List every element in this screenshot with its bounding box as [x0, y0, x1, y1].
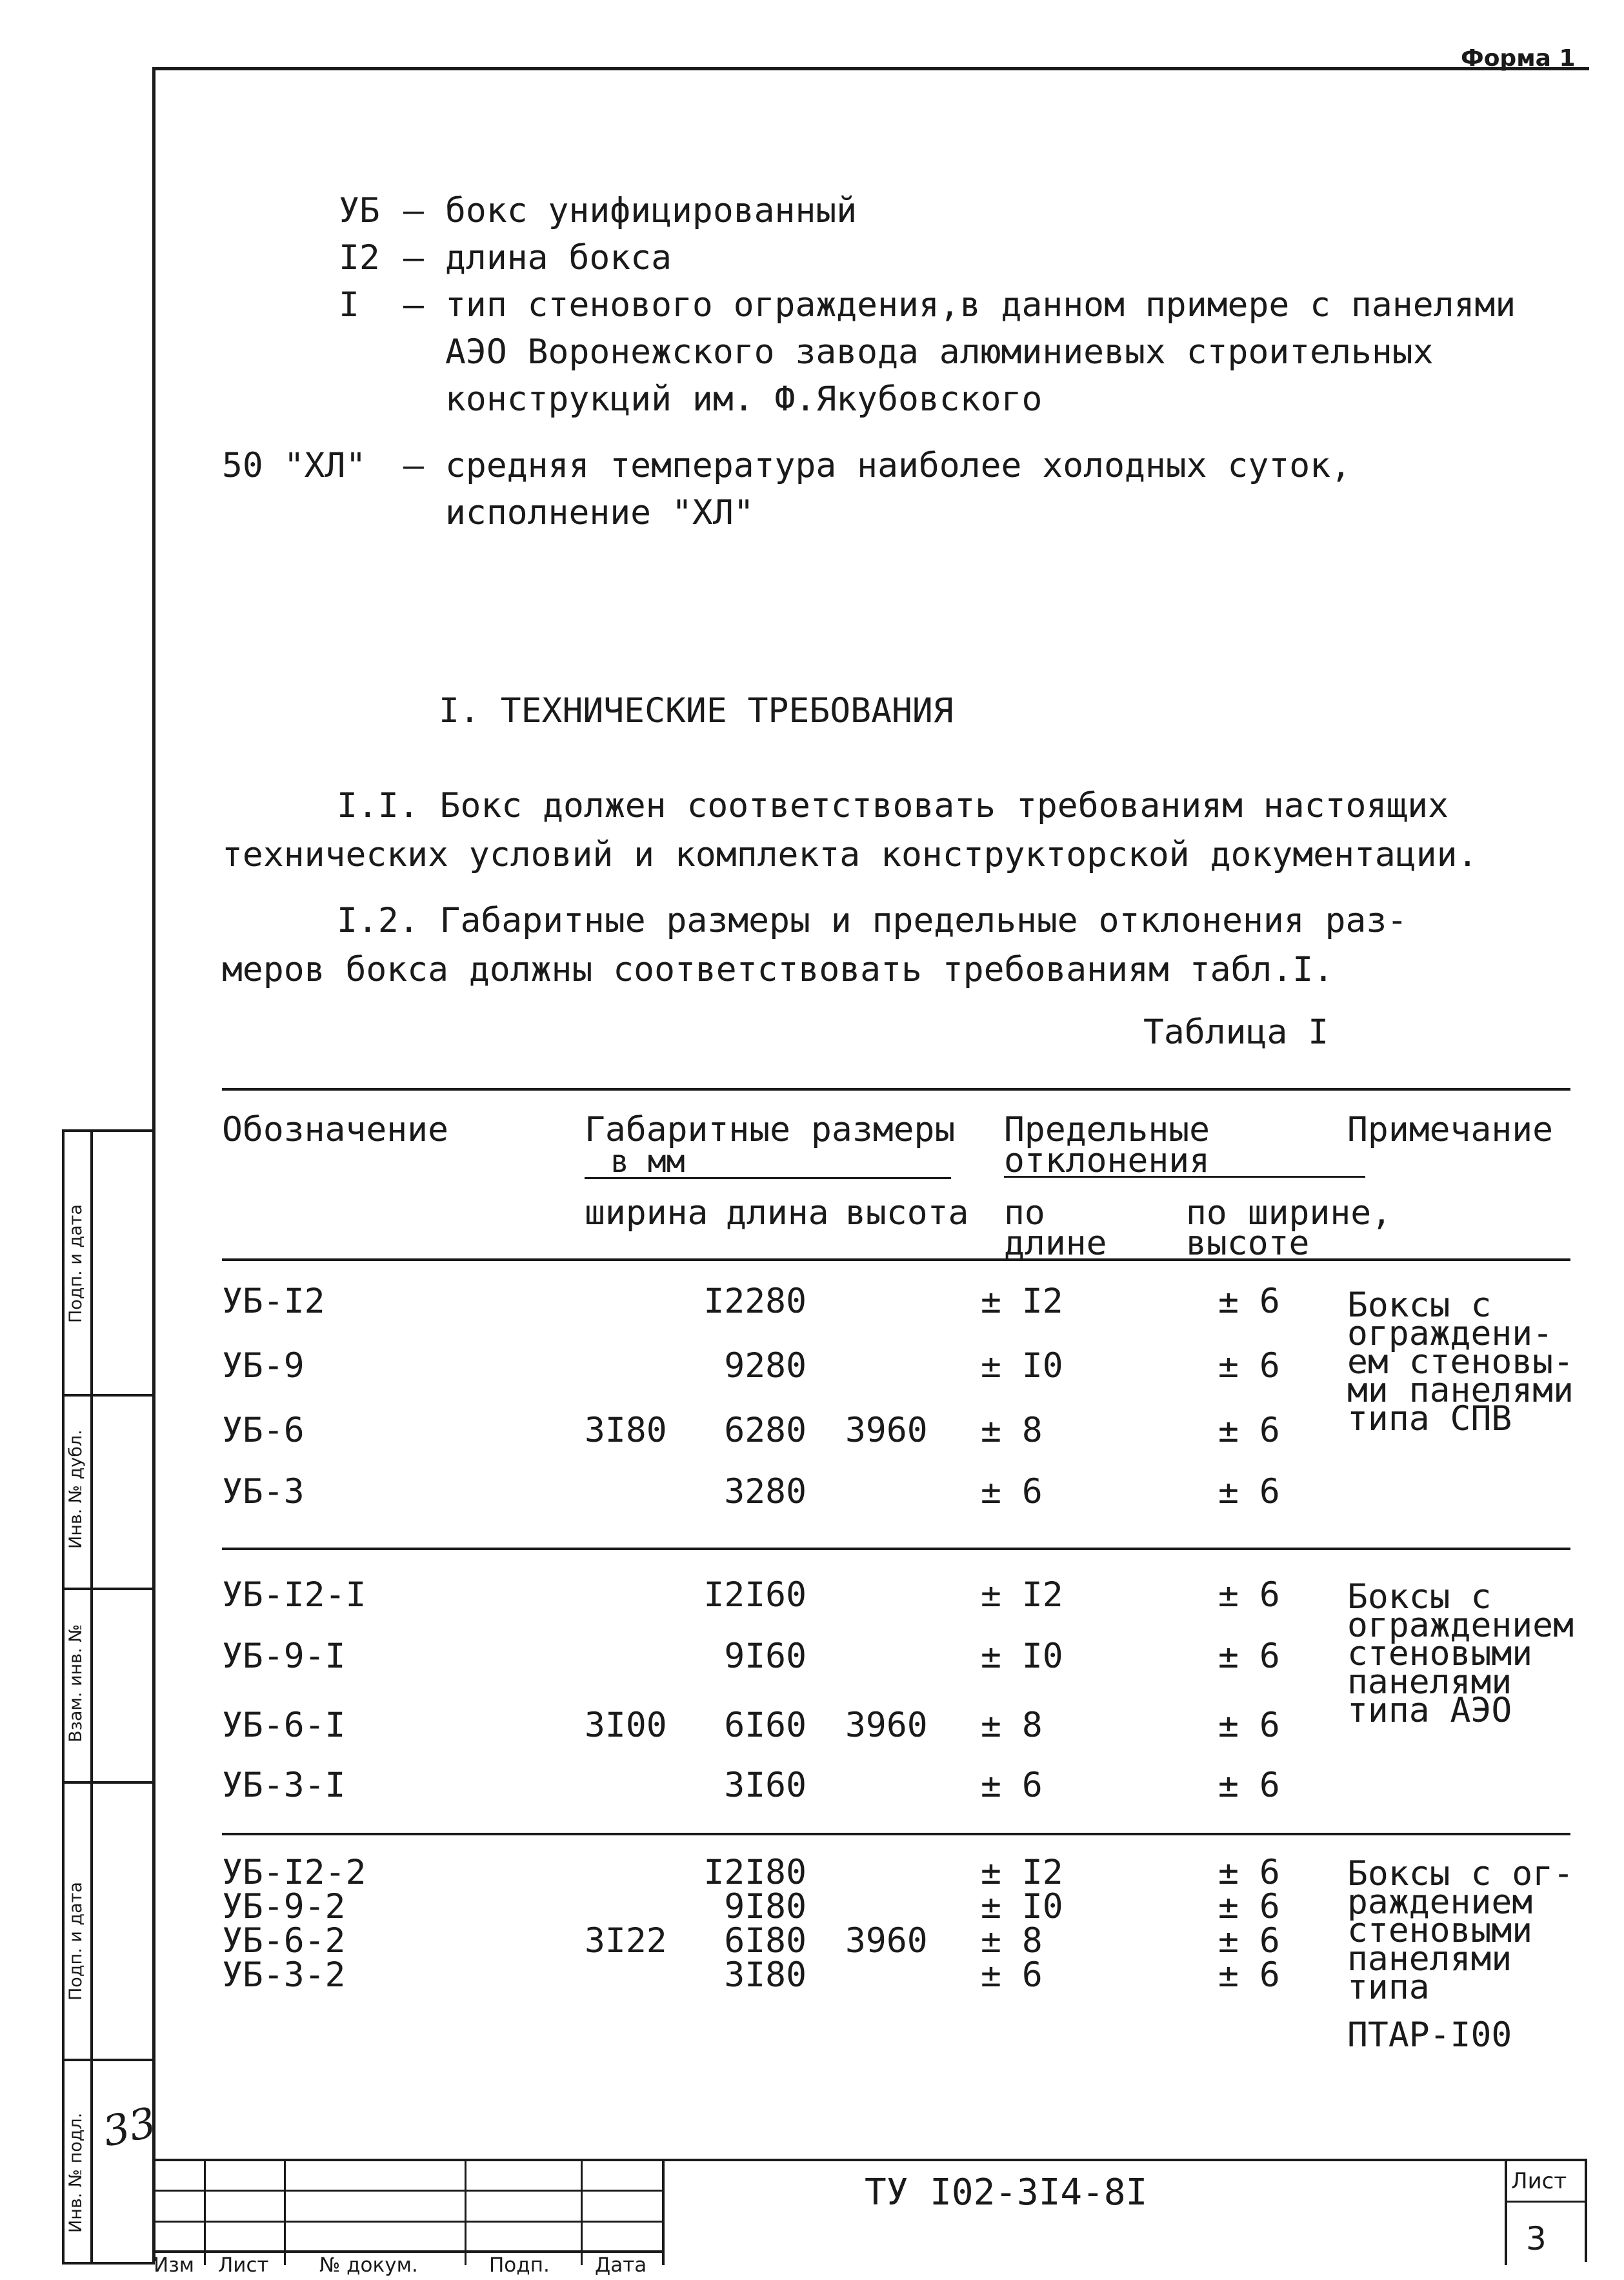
- group-separator: [222, 1833, 1570, 1835]
- table-top-rule: [222, 1088, 1570, 1091]
- group-note-line: стеновыми: [1347, 1911, 1533, 1950]
- row-dev-width-height: ± 6: [1218, 1853, 1280, 1892]
- title-block-col-change: Изм: [154, 2254, 195, 2277]
- group-width: 3I22: [585, 1921, 667, 1961]
- row-dev-width-height: ± 6: [1218, 1282, 1280, 1321]
- legend-text: исполнение "ХЛ": [445, 493, 754, 532]
- row-designation: УБ-6-2: [222, 1921, 346, 1961]
- group-note-line: Боксы с: [1347, 1286, 1492, 1325]
- legend-dash: –: [403, 446, 424, 485]
- paragraph-2-line-2: меров бокса должны соответствовать требованиям табл.I.: [222, 950, 1334, 989]
- row-dev-width-height: ± 6: [1218, 1706, 1280, 1745]
- row-length: I2I80: [703, 1853, 807, 1892]
- sheet-label: Лист: [1511, 2168, 1567, 2194]
- group-note-line: раждением: [1347, 1882, 1533, 1922]
- row-designation: УБ-9-I: [222, 1637, 346, 1676]
- header-dimensions-line-1: Габаритные размеры: [585, 1110, 956, 1149]
- table-caption: Таблица I: [1143, 1013, 1329, 1052]
- title-block-col-date: Дата: [595, 2254, 647, 2277]
- legend-dash: –: [403, 191, 424, 230]
- section-title: I. ТЕХНИЧЕСКИЕ ТРЕБОВАНИЯ: [439, 691, 954, 731]
- group-note-line: типа: [1347, 1968, 1430, 2007]
- row-dev-length: ± 8: [981, 1921, 1043, 1961]
- row-dev-length: ± I2: [981, 1853, 1063, 1892]
- row-designation: УБ-I2-2: [222, 1853, 366, 1892]
- legend-text: средняя температура наиболее холодных суток,: [445, 446, 1351, 485]
- group-note-line: ем стеновы-: [1347, 1342, 1574, 1382]
- group-separator: [222, 1548, 1570, 1550]
- header-by-width-height-line-1: по ширине,: [1186, 1193, 1392, 1233]
- legend-code: I2: [339, 238, 380, 277]
- group-note-line: панелями: [1347, 1939, 1512, 1979]
- group-height: 3960: [845, 1411, 928, 1450]
- row-dev-width-height: ± 6: [1218, 1887, 1280, 1926]
- legend-dash: –: [403, 285, 424, 325]
- header-length: длина: [726, 1193, 829, 1233]
- group-note-line: ми панелями: [1347, 1371, 1574, 1410]
- row-length: 9I60: [724, 1637, 807, 1676]
- row-dev-length: ± 8: [981, 1706, 1043, 1745]
- row-length: I2280: [703, 1282, 807, 1321]
- row-dev-length: ± I0: [981, 1887, 1063, 1926]
- row-length: 3I80: [724, 1955, 807, 1995]
- header-deviations-line-2: отклонения: [1004, 1141, 1210, 1180]
- group-note-line: ограждени-: [1347, 1314, 1554, 1353]
- right-frame-line: [1585, 2159, 1587, 2262]
- header-by-width-height-line-2: высоте: [1186, 1224, 1310, 1263]
- header-dimensions-line-2: в мм: [610, 1144, 685, 1180]
- row-length: I2I60: [703, 1575, 807, 1615]
- legend-text: бокс унифицированный: [445, 191, 857, 230]
- row-designation: УБ-3: [222, 1472, 305, 1511]
- legend-text: конструкций им. Ф.Якубовского: [445, 379, 1043, 419]
- row-dev-width-height: ± 6: [1218, 1472, 1280, 1511]
- group-height: 3960: [845, 1706, 928, 1745]
- header-designation: Обозначение: [222, 1110, 448, 1149]
- group-note-line: Боксы с ог-: [1347, 1854, 1574, 1893]
- group-note-line: Боксы с: [1347, 1577, 1492, 1617]
- row-dev-width-height: ± 6: [1218, 1637, 1280, 1676]
- legend-code: 50 "ХЛ": [222, 446, 366, 485]
- paragraph-2-line-1: I.2. Габаритные размеры и предельные отклонения раз-: [337, 901, 1408, 940]
- header-deviations-line-1: Предельные: [1004, 1110, 1210, 1149]
- legend-text: длина бокса: [445, 238, 672, 277]
- row-length: 9280: [724, 1346, 807, 1386]
- row-dev-width-height: ± 6: [1218, 1766, 1280, 1805]
- paragraph-1-line-1: I.I. Бокс должен соответствовать требованиям настоящих: [337, 786, 1449, 825]
- legend-code: I: [339, 285, 359, 325]
- title-block-col-sheet: Лист: [218, 2254, 269, 2277]
- stamp-label-replacement-inventory: Взам. инв. №: [66, 1624, 86, 1742]
- row-dev-length: ± 6: [981, 1472, 1043, 1511]
- row-designation: УБ-3-I: [222, 1766, 346, 1805]
- row-designation: УБ-9-2: [222, 1887, 346, 1926]
- document-code: ТУ I02-3I4-8I: [865, 2172, 1148, 2214]
- row-designation: УБ-6-I: [222, 1706, 346, 1745]
- row-dev-length: ± I2: [981, 1282, 1063, 1321]
- stamp-label-original-inventory: Инв. № подл.: [66, 2112, 86, 2233]
- row-length: 3280: [724, 1472, 807, 1511]
- row-length: 6I60: [724, 1706, 807, 1745]
- group-note-line: стеновыми: [1347, 1634, 1533, 1673]
- row-length: 9I80: [724, 1887, 807, 1926]
- header-deviations-underline: [1004, 1176, 1365, 1178]
- header-by-length-line-2: длине: [1004, 1224, 1107, 1263]
- title-block-col-document: № докум.: [319, 2254, 418, 2277]
- row-length: 6280: [724, 1411, 807, 1450]
- legend-text: тип стенового ограждения,в данном примере с панелями: [445, 285, 1516, 325]
- row-dev-width-height: ± 6: [1218, 1411, 1280, 1450]
- row-dev-width-height: ± 6: [1218, 1575, 1280, 1615]
- paragraph-1-line-2: технических условий и комплекта конструкторской документации.: [222, 835, 1478, 874]
- group-height: 3960: [845, 1921, 928, 1961]
- legend-dash: –: [403, 238, 424, 277]
- row-dev-width-height: ± 6: [1218, 1346, 1280, 1386]
- row-dev-length: ± I0: [981, 1637, 1063, 1676]
- row-designation: УБ-I2-I: [222, 1575, 366, 1615]
- header-width: ширина: [585, 1193, 708, 1233]
- top-frame-line: [154, 67, 1589, 70]
- legend-code: УБ: [339, 191, 380, 230]
- row-designation: УБ-9: [222, 1346, 305, 1386]
- title-block-col-signature: Подп.: [489, 2254, 550, 2277]
- row-designation: УБ-3-2: [222, 1955, 346, 1995]
- header-note: Примечание: [1347, 1110, 1554, 1149]
- row-designation: УБ-I2: [222, 1282, 325, 1321]
- row-dev-length: ± I2: [981, 1575, 1063, 1615]
- row-dev-length: ± I0: [981, 1346, 1063, 1386]
- group-note-line: ограждением: [1347, 1606, 1574, 1645]
- group-width: 3I00: [585, 1706, 667, 1745]
- row-dev-width-height: ± 6: [1218, 1955, 1280, 1995]
- header-bottom-rule: [222, 1258, 1570, 1261]
- row-designation: УБ-6: [222, 1411, 305, 1450]
- row-length: 6I80: [724, 1921, 807, 1961]
- header-by-length-line-1: по: [1004, 1193, 1045, 1233]
- group-note-line: типа АЭО: [1347, 1691, 1512, 1730]
- row-dev-length: ± 8: [981, 1411, 1043, 1450]
- header-dimensions-underline: [585, 1177, 951, 1179]
- row-dev-width-height: ± 6: [1218, 1921, 1280, 1961]
- header-height: высота: [845, 1193, 969, 1233]
- form-label: Форма 1: [1461, 45, 1576, 72]
- legend-text: АЭО Воронежского завода алюминиевых строительных: [445, 332, 1434, 372]
- group-width: 3I80: [585, 1411, 667, 1450]
- stamp-label-duplicate-inventory: Инв. № дубл.: [66, 1429, 86, 1549]
- row-length: 3I60: [724, 1766, 807, 1805]
- group-note-line: панелями: [1347, 1662, 1512, 1702]
- group-note-line: типа СПВ: [1347, 1399, 1512, 1438]
- group-note-line: ПТАР-I00: [1347, 2015, 1512, 2055]
- stamp-label-signature-date-1: Подп. и дата: [66, 1204, 86, 1323]
- stamp-label-signature-date-2: Подп. и дата: [66, 1882, 86, 2001]
- row-dev-length: ± 6: [981, 1955, 1043, 1995]
- inventory-number: 33: [99, 2099, 161, 2157]
- row-dev-length: ± 6: [981, 1766, 1043, 1805]
- sheet-number: 3: [1526, 2220, 1547, 2257]
